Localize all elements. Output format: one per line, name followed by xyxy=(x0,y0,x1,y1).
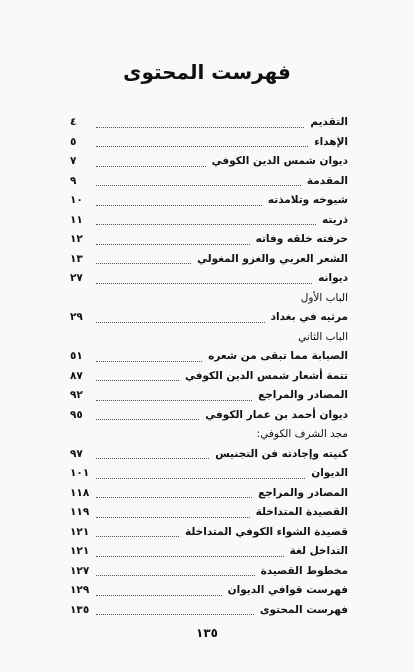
dot-leader xyxy=(96,469,305,479)
dot-leader xyxy=(96,527,179,537)
toc-entry-title: ذريته xyxy=(321,213,348,226)
page-number: ١٣٥ xyxy=(196,626,218,640)
toc-entry-title: المصادر والمراجع xyxy=(258,389,348,401)
toc-entry-page: ٩٧ xyxy=(70,447,83,460)
toc-entry-page: ١٢٩ xyxy=(70,584,90,596)
toc-entry-page: ١٣٥ xyxy=(70,603,90,616)
toc-entry-title: فهرست المحتوى xyxy=(259,603,348,616)
dot-leader xyxy=(96,254,191,264)
dot-leader xyxy=(96,449,209,459)
toc-entry-page: ١٢١ xyxy=(70,525,90,538)
toc-entry xyxy=(70,328,348,348)
toc-entry xyxy=(70,191,348,211)
toc-entry-page: ١٠ xyxy=(70,194,83,206)
toc-entry-page: ٩٢ xyxy=(70,389,83,401)
toc-entry xyxy=(70,308,348,328)
toc-entry-page: ٧ xyxy=(70,155,77,167)
toc-entry-page: ١٢١ xyxy=(70,545,90,557)
dot-leader xyxy=(96,371,179,381)
toc-entry-title: كنيته وإجادته فن التجنيس xyxy=(215,447,348,460)
toc-entry-title: ديوانه xyxy=(318,272,348,284)
toc-entry-title: شيوخه وتلامذته xyxy=(267,194,348,206)
toc-entry-title: ديوان شمس الدين الكوفي xyxy=(211,155,348,167)
toc-entry xyxy=(70,347,348,367)
toc-entry xyxy=(70,542,348,562)
toc-entry-page: ٩٥ xyxy=(70,408,83,421)
toc-entry-title: التداخل لغة xyxy=(289,545,348,557)
toc-entry xyxy=(70,269,348,289)
toc-entry-title: التقديم xyxy=(310,116,348,128)
toc-entry xyxy=(70,425,348,445)
toc-entry-page: ٩ xyxy=(70,174,77,187)
toc-entry xyxy=(70,406,348,426)
toc-entry xyxy=(70,503,348,523)
toc-entry xyxy=(70,445,348,465)
toc-entry-title: الإهداء xyxy=(314,135,348,148)
dot-leader xyxy=(96,605,254,615)
toc-entry-title: الديوان xyxy=(311,467,348,479)
toc-entry xyxy=(70,113,348,133)
toc-entry xyxy=(70,562,348,582)
toc-entry xyxy=(70,464,348,484)
toc-entry xyxy=(70,230,348,250)
toc-entry xyxy=(70,211,348,231)
dot-leader xyxy=(96,215,316,225)
dot-leader xyxy=(96,196,262,206)
dot-leader xyxy=(96,391,252,401)
toc-entry-title: حرفته خلقه وفاته xyxy=(255,233,348,245)
page-title: فهرست المحتوى xyxy=(123,60,291,84)
toc-entry-title: الصبابة مما تبقى من شعره xyxy=(208,350,348,362)
dot-leader xyxy=(96,488,252,498)
toc-entry-page: ٢٩ xyxy=(70,311,83,323)
dot-leader xyxy=(96,410,199,420)
toc-entry-page: ١١٨ xyxy=(70,486,90,499)
dot-leader xyxy=(96,586,222,596)
dot-leader xyxy=(96,352,202,362)
dot-leader xyxy=(96,157,206,167)
dot-leader xyxy=(96,176,301,186)
toc-entry xyxy=(70,133,348,153)
toc-entry-page: ١٢ xyxy=(70,233,83,245)
dot-leader xyxy=(96,508,250,518)
toc-entry-page: ٥ xyxy=(70,135,77,148)
toc-entry xyxy=(70,386,348,406)
toc-entry xyxy=(70,289,348,309)
toc-entry-title: مرثيه في بغداد xyxy=(270,311,348,323)
toc-entry xyxy=(70,250,348,270)
toc-entry-page: ١١ xyxy=(70,213,83,226)
toc-entry-title: تتمة أشعار شمس الدين الكوفي xyxy=(184,369,348,382)
toc-entry-title: المقدمة xyxy=(306,174,348,187)
toc-entry-title: الباب الثاني xyxy=(298,330,348,343)
table-of-contents xyxy=(70,113,348,620)
toc-entry-title: القصيدة المتداخلة xyxy=(255,506,348,518)
toc-entry-page: ١٢٧ xyxy=(70,564,90,577)
toc-entry-title: الباب الأول xyxy=(300,291,348,304)
toc-entry-title: ديوان أحمد بن عمار الكوفي xyxy=(205,408,348,421)
toc-entry-title: فهرست قوافي الديوان xyxy=(227,584,348,596)
toc-entry-page: ٤ xyxy=(70,116,77,128)
toc-entry xyxy=(70,523,348,543)
dot-leader xyxy=(96,547,284,557)
dot-leader xyxy=(96,118,304,128)
toc-entry xyxy=(70,601,348,621)
toc-entry-title: المصادر والمراجع xyxy=(258,486,348,499)
toc-entry-title: قصيدة الشواء الكوفي المتداخلة xyxy=(185,525,348,538)
dot-leader xyxy=(96,274,312,284)
toc-entry-title: مخطوط القصيدة xyxy=(260,564,348,577)
toc-entry-title: الشعر العربي والغزو المغولي xyxy=(197,252,348,265)
dot-leader xyxy=(96,313,265,323)
dot-leader xyxy=(96,137,308,147)
toc-entry xyxy=(70,484,348,504)
toc-entry-page: ٢٧ xyxy=(70,272,83,284)
toc-entry-page: ١٣ xyxy=(70,252,83,265)
toc-entry xyxy=(70,581,348,601)
dot-leader xyxy=(96,235,250,245)
toc-entry-page: ١١٩ xyxy=(70,506,90,518)
dot-leader xyxy=(96,566,255,576)
toc-entry xyxy=(70,152,348,172)
toc-entry xyxy=(70,367,348,387)
toc-entry-title: مجد الشرف الكوفي: xyxy=(256,428,348,440)
toc-entry-page: ١٠١ xyxy=(70,467,90,479)
toc-entry-page: ٨٧ xyxy=(70,369,83,382)
toc-entry-page: ٥١ xyxy=(70,350,83,362)
toc-entry xyxy=(70,172,348,192)
